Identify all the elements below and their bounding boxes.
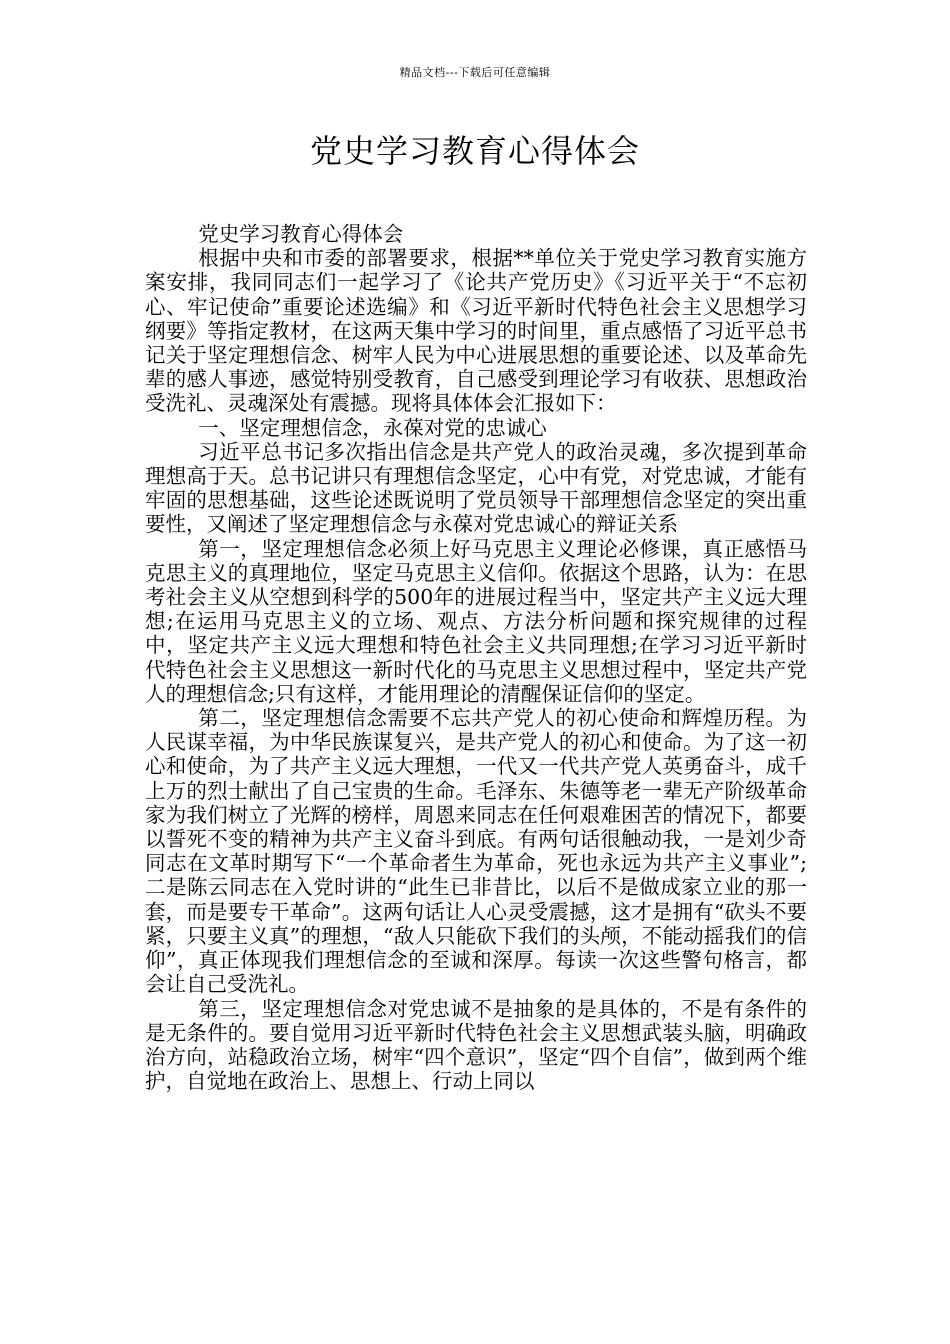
body-paragraph: 第二，坚定理想信念需要不忘共产党人的初心使命和辉煌历程。为人民谋幸福，为中华民族谋复兴，是共产党人的初心和使命。为了这一初心和使命，为了共产主义远大理想，一代又一代共产党人英勇奋斗，成千上万的烈士献出了自己宝贵的生命。毛泽东、朱德等老一辈无产阶级革命家为我们树立了光辉的榜样，周恩来同志在任何艰难困苦的情况下，都要以誓死不变的精神为共产主义奋斗到底。有两句话很触动我，一是刘少奇同志在文革时期写下“一个革命者生为革命，死也永远为共产主义事业”;二是陈云同志在入党时讲的“此生已非昔比，以后不是做成家立业的那一套，而是要专干革命”。这两句话让人心灵受震撼，这才是拥有“砍头不要紧，只要主义真”的理想，“敌人只能砍下我们的头颅，不能动摇我们的信仰”，真正体现我们理想信念的至诚和深厚。每读一次这些警句格言，都会让自己受洗礼。 [145,706,807,997]
body-paragraph: 习近平总书记多次指出信念是共产党人的政治灵魂，多次提到革命理想高于天。总书记讲只有理想信念坚定，心中有党，对党忠诚，才能有牢固的思想基础，这些论述既说明了党员领导干部理想信念坚定的突出重要性，又阐述了坚定理想信念与永葆对党忠诚心的辩证关系 [145,439,807,537]
document-body [145,222,807,1093]
header-note: 精品文档---下载后可任意编辑 [399,66,551,79]
body-paragraph: 第一，坚定理想信念必须上好马克思主义理论必修课，真正感悟马克思主义的真理地位，坚定马克思主义信仰。依据这个思路，认为：在思考社会主义从空想到科学的500年的进展过程当中，坚定共产主义远大理想;在运用马克思主义的立场、观点、方法分析问题和探究规律的过程中，坚定共产主义远大理想和特色社会主义共同理想;在学习习近平新时代特色社会主义思想这一新时代化的马克思主义思想过程中，坚定共产党人的理想信念;只有这样，才能用理论的清醒保证信仰的坚定。 [145,536,807,706]
body-paragraph: 党史学习教育心得体会 [198,222,404,246]
body-paragraph: 第三，坚定理想信念对党忠诚不是抽象的是具体的，不是有条件的是无条件的。要自觉用习近平新时代特色社会主义思想武装头脑，明确政治方向，站稳政治立场，树牢“四个意识”，坚定“四个自信”，做到两个维护，自觉地在政治上、思想上、行动上同以 [145,996,807,1094]
section-heading: 一、坚定理想信念，永葆对党的忠诚心 [198,415,547,440]
document-title: 党史学习教育心得体会 [309,132,640,170]
body-paragraph: 根据中央和市委的部署要求，根据**单位关于党史学习教育实施方案安排，我同同志们一起学习了《论共产党历史》《习近平关于“不忘初心、牢记使命”重要论述选编》和《习近平新时代特色社会主义思想学习纲要》等指定教材，在这两天集中学习的时间里，重点感悟了习近平总书记关于坚定理想信念、树牢人民为中心进展思想的重要论述、以及革命先辈的感人事迹，感觉特别受教育，自己感受到理论学习有收获、思想政治受洗礼、灵魂深处有震撼。现将具体体会汇报如下： [145,246,807,416]
